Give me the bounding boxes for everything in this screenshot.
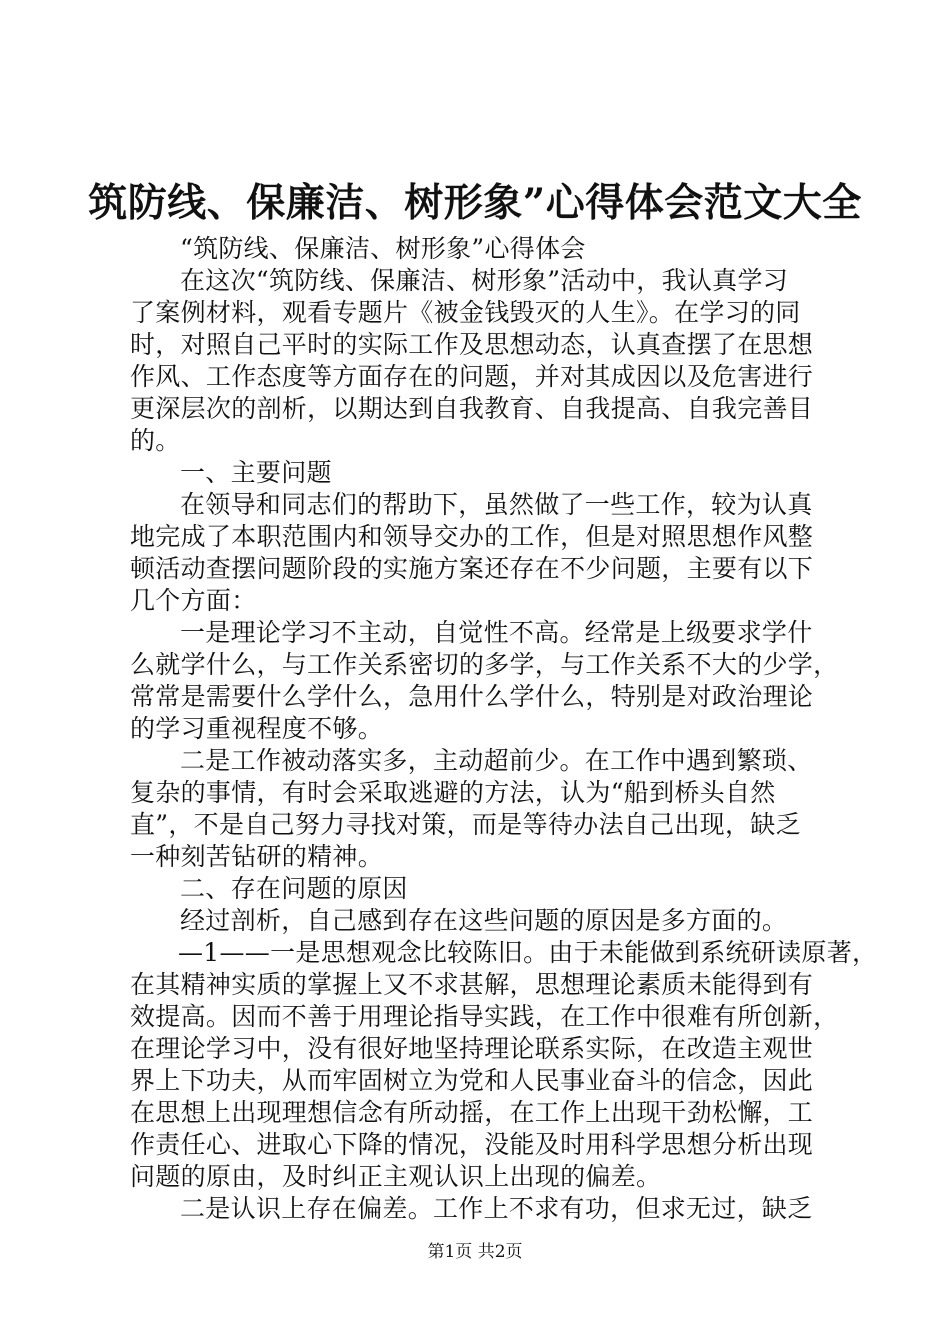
paragraph-line: 二是工作被动落实多，主动超前少。在工作中遇到繁琐、 <box>180 746 813 775</box>
paragraph-line: 更深层次的剖析，以期达到自我教育、自我提高、自我完善目 <box>130 394 814 423</box>
paragraph-line: 么就学什么，与工作关系密切的多学，与工作关系不大的少学， <box>130 650 839 679</box>
paragraph-line: 在思想上出现理想信念有所动摇，在工作上出现干劲松懈，工 <box>130 1098 814 1127</box>
paragraph-line: 在这次“筑防线、保廉洁、树形象”活动中，我认真学习 <box>180 266 789 295</box>
paragraph-line: 经过剖析，自己感到存在这些问题的原因是多方面的。 <box>180 906 788 935</box>
paragraph-line: 作责任心、进取心下降的情况，没能及时用科学思想分析出现 <box>130 1130 814 1159</box>
paragraph-line: 问题的原由，及时纠正主观认识上出现的偏差。 <box>130 1162 662 1191</box>
paragraph-line: 复杂的事情，有时会采取逃避的方法，认为“船到桥头自然 <box>130 778 776 807</box>
paragraph-line: 的。 <box>130 426 181 455</box>
paragraph-line: 顿活动查摆问题阶段的实施方案还存在不少问题，主要有以下 <box>130 554 814 583</box>
paragraph-line: 作风、工作态度等方面存在的问题，并对其成因以及危害进行 <box>130 362 814 391</box>
paragraph-line: 时，对照自己平时的实际工作及思想动态，认真查摆了在思想 <box>130 330 814 359</box>
paragraph-line: 在领导和同志们的帮助下，虽然做了一些工作，较为认真 <box>180 490 813 519</box>
paragraph-line: 在其精神实质的掌握上又不求甚解，思想理论素质未能得到有 <box>130 970 814 999</box>
paragraph-line: 了案例材料，观看专题片《被金钱毁灭的人生》。在学习的同 <box>130 298 801 327</box>
paragraph-line: 在理论学习中，没有很好地坚持理论联系实际，在改造主观世 <box>130 1034 814 1063</box>
paragraph-line: 二是认识上存在偏差。工作上不求有功，但求无过，缺乏 <box>180 1194 813 1223</box>
paragraph-line: 界上下功夫，从而牢固树立为党和人民事业奋斗的信念，因此 <box>130 1066 814 1095</box>
document-title: 筑防线、保廉洁、树形象”心得体会范文大全 <box>88 180 862 226</box>
paragraph-line: 地完成了本职范围内和领导交办的工作，但是对照思想作风整 <box>130 522 814 551</box>
paragraph-line: —1——一是思想观念比较陈旧。由于未能做到系统研读原著， <box>178 938 878 967</box>
paragraph-line: 一种刻苦钻研的精神。 <box>130 842 384 871</box>
paragraph-line: 常常是需要什么学什么，急用什么学什么，特别是对政治理论 <box>130 682 814 711</box>
paragraph-line: 一是理论学习不主动，自觉性不高。经常是上级要求学什 <box>180 618 813 647</box>
paragraph-line: 的学习重视程度不够。 <box>130 714 384 743</box>
subtitle-line: “筑防线、保廉洁、树形象”心得体会 <box>180 234 586 263</box>
paragraph-line: 几个方面： <box>130 586 257 615</box>
paragraph-line: 效提高。因而不善于用理论指导实践，在工作中很难有所创新， <box>130 1002 839 1031</box>
page-number-footer: 第1页 共2页 <box>427 1242 523 1262</box>
section-heading: 一、主要问题 <box>180 458 332 487</box>
section-heading: 二、存在问题的原因 <box>180 874 408 903</box>
paragraph-line: 直”，不是自己努力寻找对策，而是等待办法自己出现，缺乏 <box>130 810 801 839</box>
